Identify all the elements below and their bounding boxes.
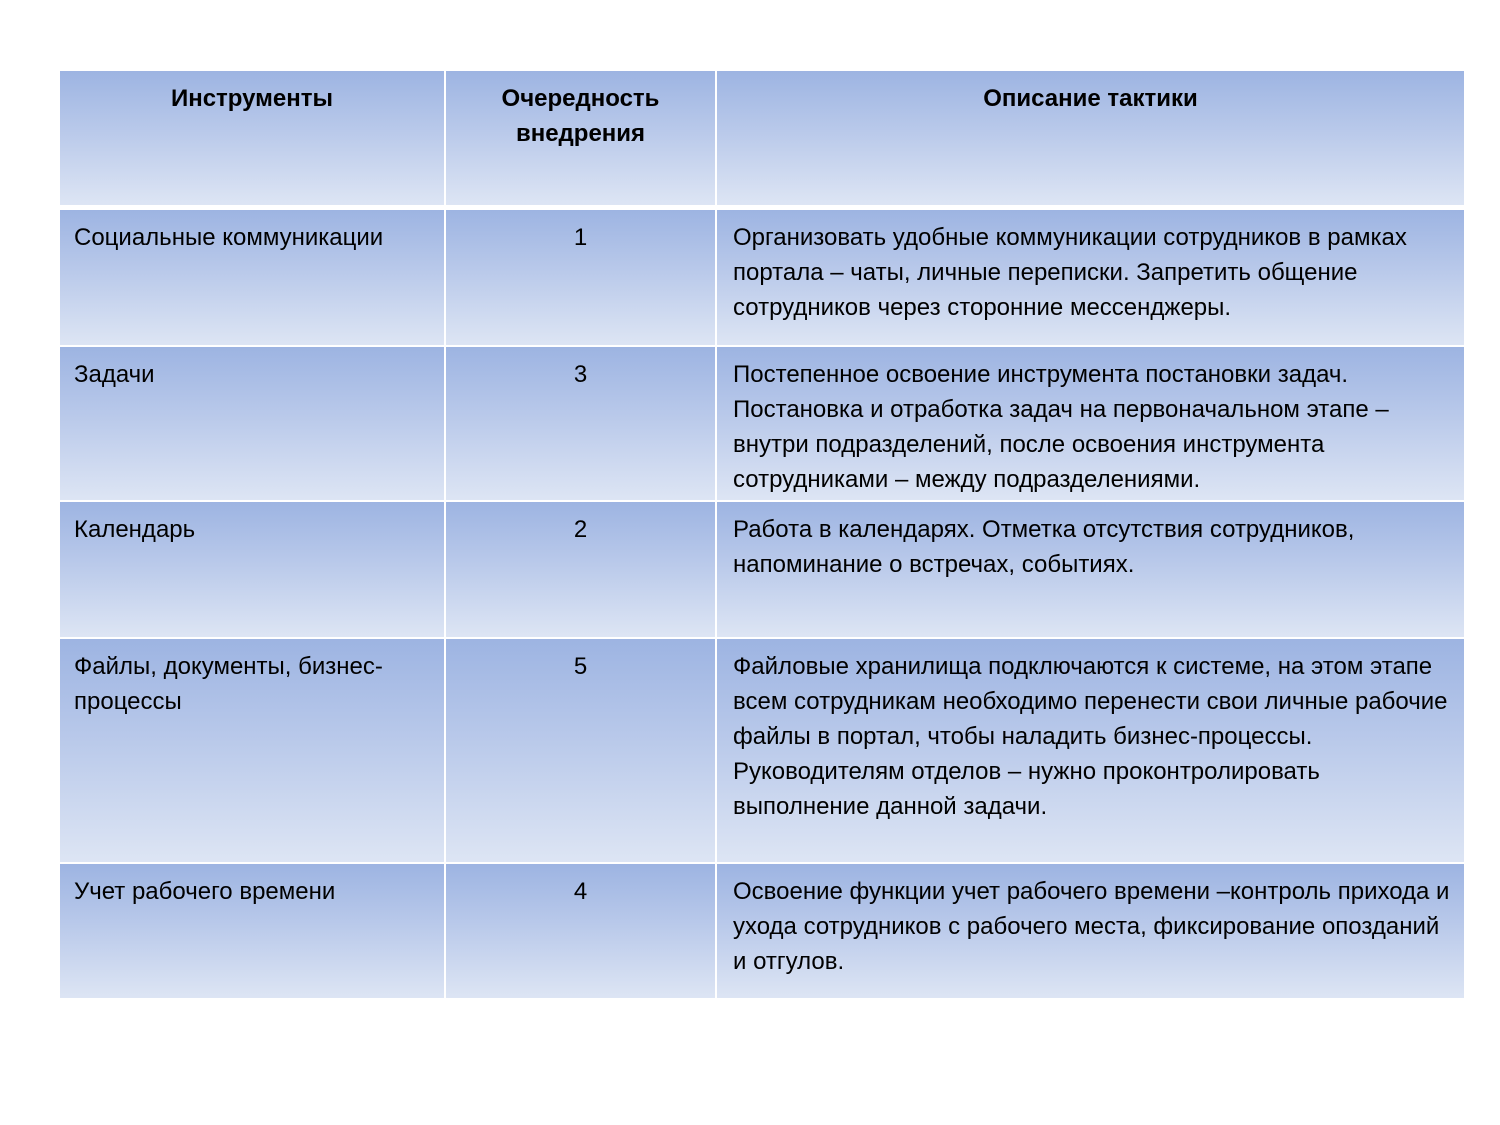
table-row bbox=[60, 864, 1464, 1000]
cell-order: 5 bbox=[446, 639, 717, 864]
cell-tool: Социальные коммуникации bbox=[60, 210, 446, 347]
header-order: Очередность внедрения bbox=[446, 71, 717, 210]
cell-description: Освоение функции учет рабочего времени –контроль прихода и ухода сотрудников с рабочего места, фиксирование опозданий и отгулов. bbox=[717, 864, 1464, 1000]
cell-tool: Файлы, документы, бизнес-процессы bbox=[60, 639, 446, 864]
cell-order: 2 bbox=[446, 502, 717, 639]
cell-description: Организовать удобные коммуникации сотрудников в рамках портала – чаты, личные переписки. Запретить общение сотрудников через сторонние мессенджеры. bbox=[717, 210, 1464, 347]
tactics-table bbox=[60, 71, 1464, 1000]
cell-order: 1 bbox=[446, 210, 717, 347]
table-row bbox=[60, 502, 1464, 639]
cell-order: 3 bbox=[446, 347, 717, 502]
header-description: Описание тактики bbox=[717, 71, 1464, 210]
table-header-row bbox=[60, 71, 1464, 210]
header-tools: Инструменты bbox=[60, 71, 446, 210]
cell-description: Файловые хранилища подключаются к системе, на этом этапе всем сотрудникам необходимо перенести свои личные рабочие файлы в портал, чтобы наладить бизнес-процессы. Руководителям отделов – нужно проконтролировать выполнение данной задачи. bbox=[717, 639, 1464, 864]
cell-tool: Задачи bbox=[60, 347, 446, 502]
cell-tool: Календарь bbox=[60, 502, 446, 639]
table-row bbox=[60, 347, 1464, 502]
cell-description: Работа в календарях. Отметка отсутствия сотрудников, напоминание о встречах, событиях. bbox=[717, 502, 1464, 639]
cell-description: Постепенное освоение инструмента постановки задач. Постановка и отработка задач на первоначальном этапе – внутри подразделений, после освоения инструмента сотрудниками – между подразделениями. bbox=[717, 347, 1464, 502]
cell-order: 4 bbox=[446, 864, 717, 1000]
table-row bbox=[60, 639, 1464, 864]
table-row bbox=[60, 210, 1464, 347]
cell-tool: Учет рабочего времени bbox=[60, 864, 446, 1000]
